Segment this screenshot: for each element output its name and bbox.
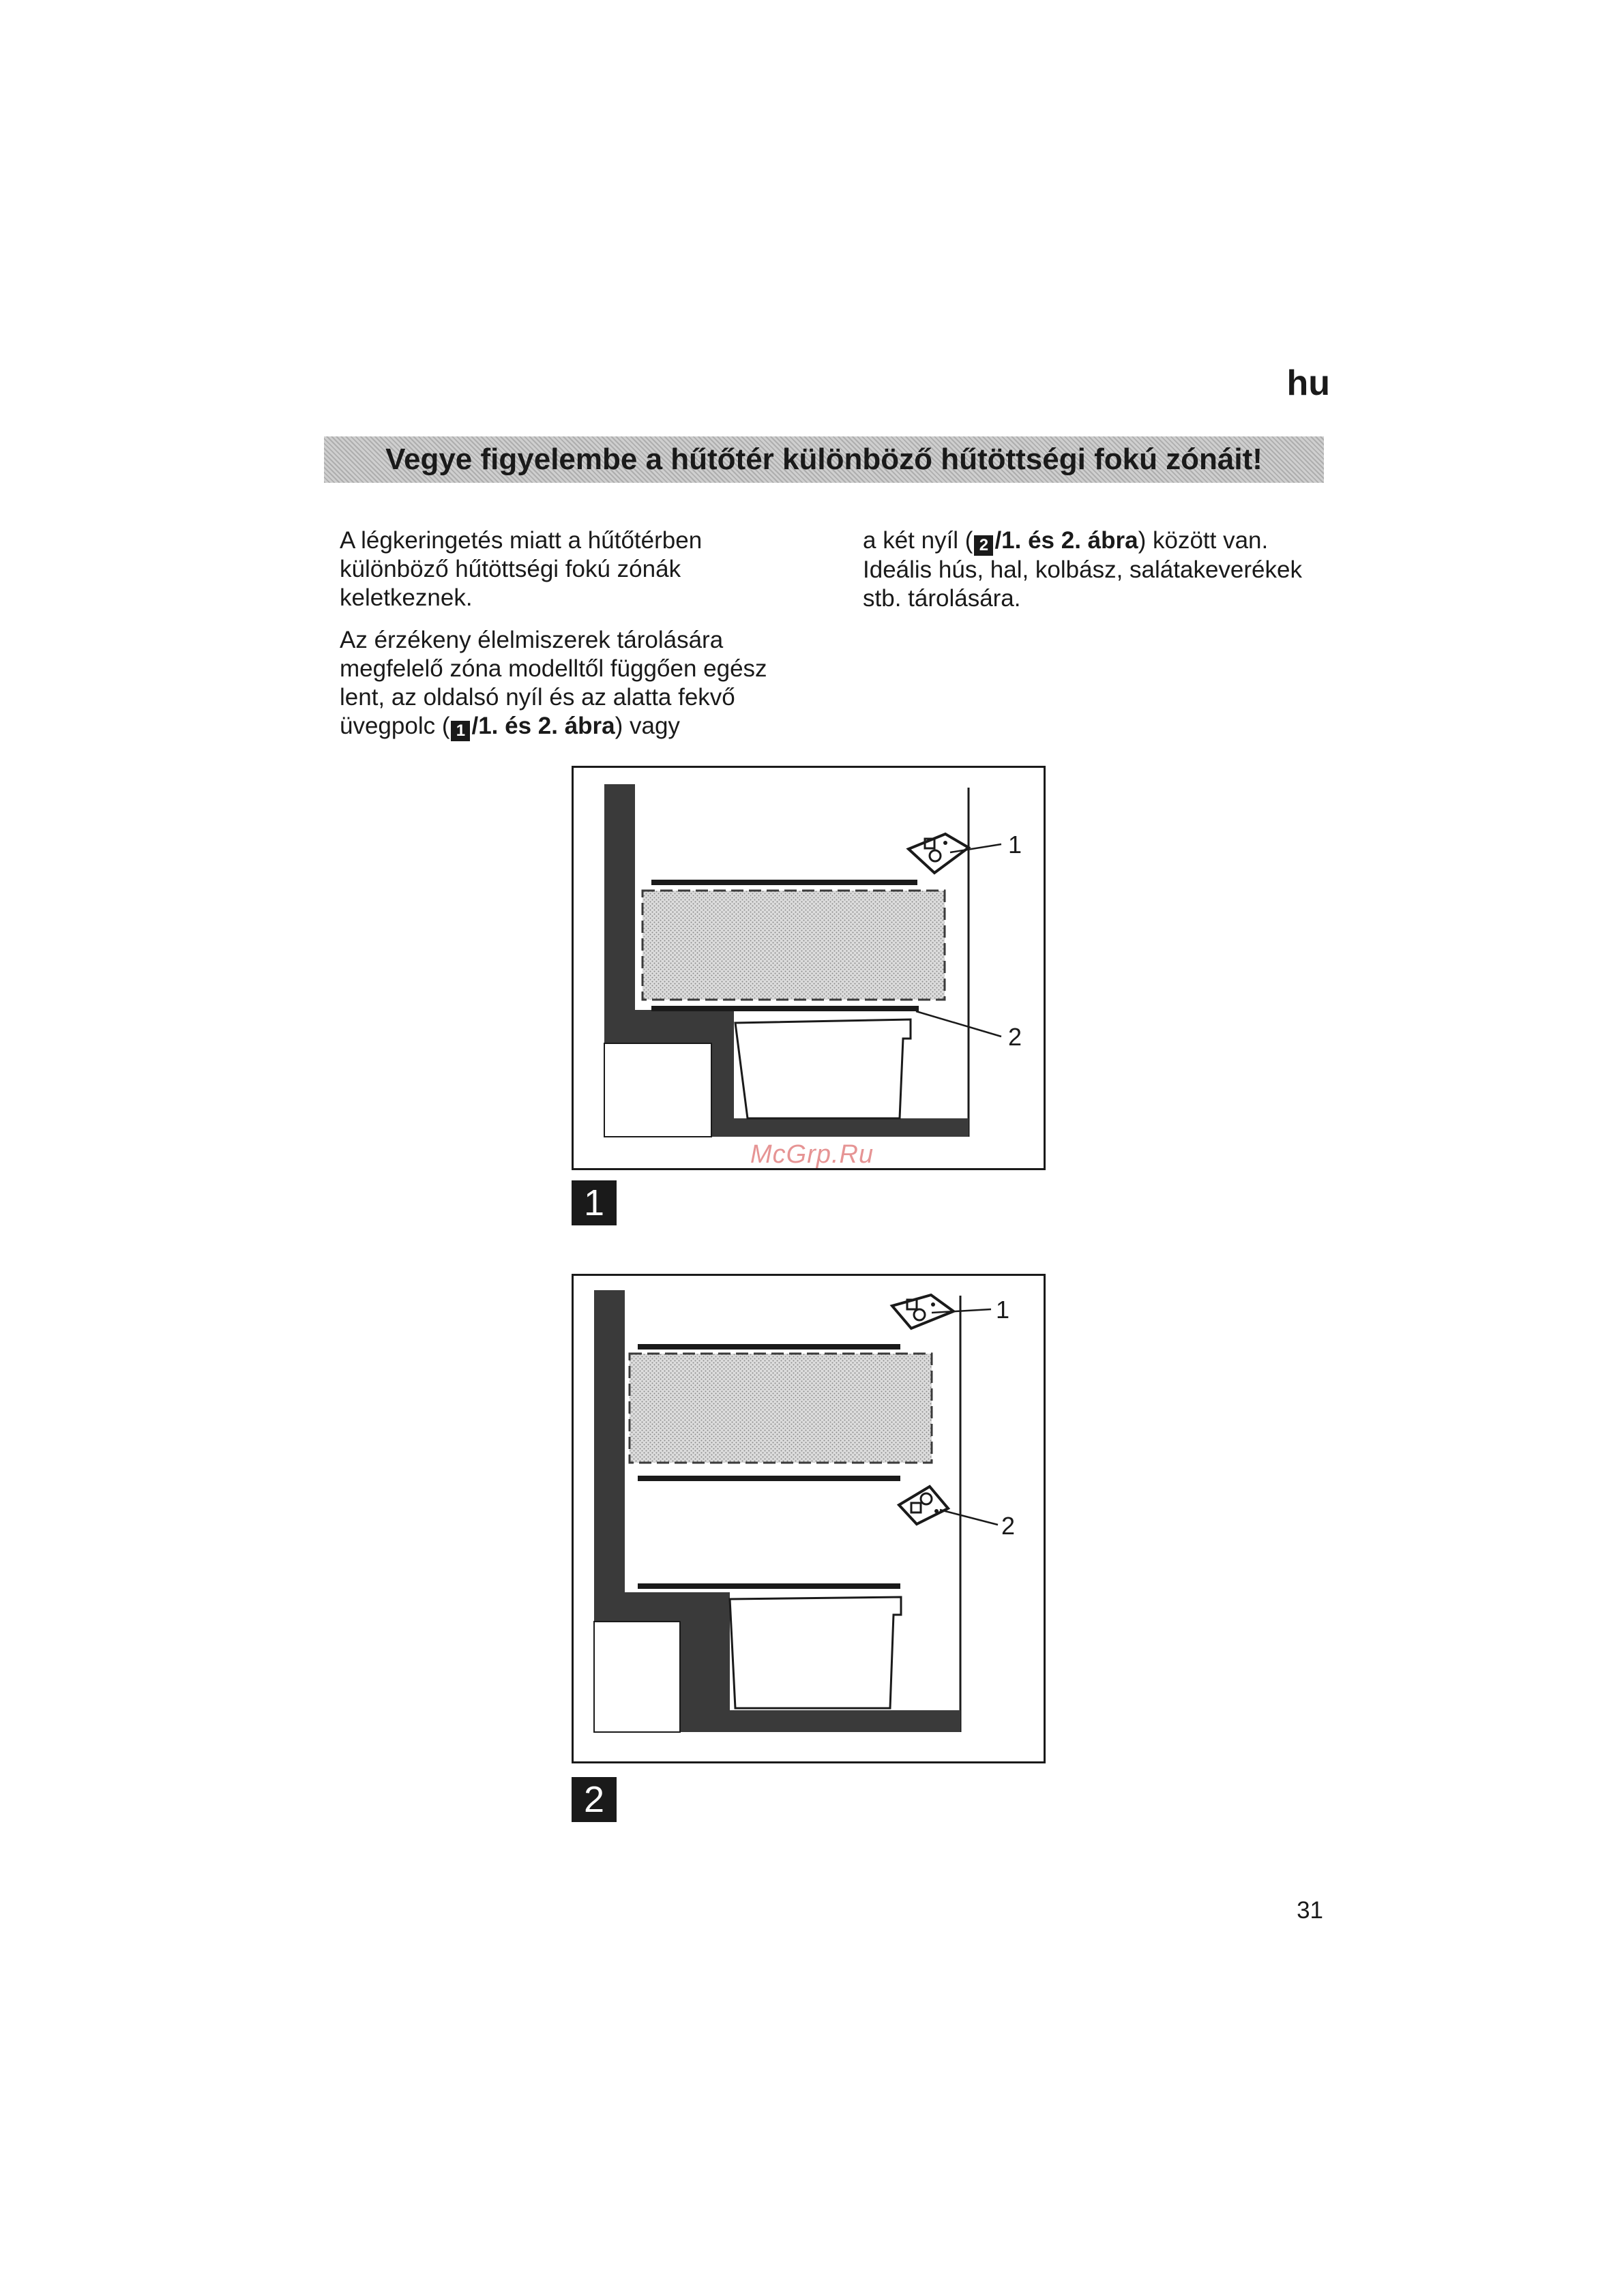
shelf-middle — [638, 1476, 900, 1481]
watermark: McGrp.Ru — [750, 1140, 874, 1169]
ref-badge-1: 1 — [451, 721, 470, 741]
shelf-glass — [651, 1006, 919, 1011]
paragraph-text: ) között van. Ideális hús, hal, kolbász, salátakeverékek stb. tárolására. — [863, 527, 1302, 612]
paragraph-text: ) vagy — [615, 713, 680, 739]
right-column — [863, 526, 1327, 627]
figure-2-diagram — [572, 1274, 1046, 1763]
shelf-top — [651, 880, 917, 885]
figure-number-2: 2 — [572, 1777, 617, 1822]
arrow-icon-1 — [909, 834, 969, 873]
shelf-top — [638, 1344, 900, 1350]
section-title — [324, 436, 1324, 483]
paragraph-airflow: A légkeringetés miatt a hűtőtérben különböző hűtöttségi fokú zónák keletkeznek. — [340, 527, 703, 611]
cold-zone — [643, 891, 945, 1000]
paragraph-sensitive-food — [340, 626, 803, 741]
paragraph-text: a két nyíl ( — [863, 527, 973, 554]
shelf-glass — [638, 1583, 900, 1589]
base-compartment — [604, 1043, 711, 1137]
paragraph-text: Az érzékeny élelmiszerek tárolására megfelelő zóna modelltől függően egész lent, az oldalsó nyíl és az alatta fekvő üvegpolc ( — [340, 627, 767, 739]
crisper-drawer — [735, 1019, 911, 1118]
paragraph-between-arrows — [863, 526, 1327, 613]
crisper-drawer — [730, 1597, 901, 1708]
label-1: 1 — [996, 1296, 1010, 1324]
figure-reference: /1. és 2. ábra — [471, 713, 615, 739]
arrow-icon-2 — [899, 1487, 948, 1524]
page-number: 31 — [1297, 1897, 1323, 1924]
leader-line-2 — [940, 1510, 998, 1525]
figure-reference: /1. és 2. ábra — [994, 527, 1138, 554]
leader-line-2 — [916, 1011, 1001, 1037]
label-2: 2 — [1001, 1512, 1016, 1540]
label-2: 2 — [1008, 1023, 1022, 1051]
ref-badge-2: 2 — [974, 535, 993, 556]
cold-zone — [630, 1354, 932, 1463]
left-column — [340, 526, 803, 755]
base-compartment — [594, 1622, 680, 1732]
figure-1-diagram — [572, 766, 1046, 1170]
language-code: hu — [1286, 363, 1330, 403]
label-1: 1 — [1008, 831, 1022, 859]
figure-number-1: 1 — [572, 1180, 617, 1225]
section-title-text: Vegye figyelembe a hűtőtér különböző hűtöttségi fokú zónáit! — [385, 443, 1263, 476]
